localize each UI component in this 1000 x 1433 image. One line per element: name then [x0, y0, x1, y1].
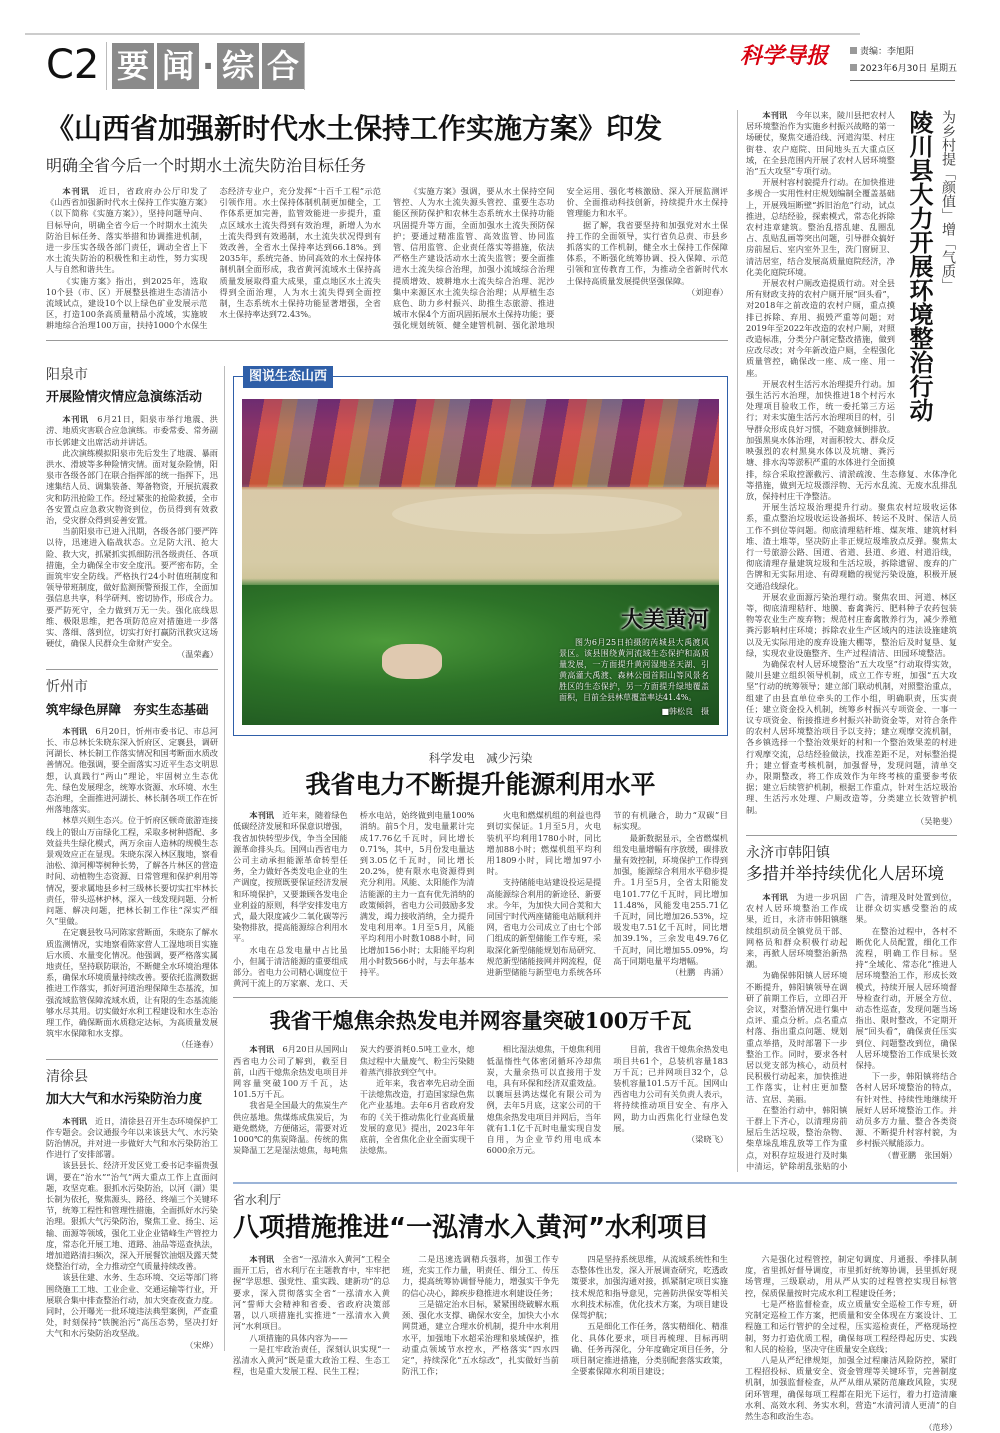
byline: （温荣鑫） [177, 649, 218, 660]
paragraph: 在整治过程中，各村不断优化人员配置，细化工作流程，明确工作目标。坚持“全域化、常态化”推进人居环境整治工作，形成长效模式，持续开展人居环境督导检查行动，开展全方位、动态性巡查，发现问题当场指出、限时整改，不定期开展“回头看”，确保责任压实到位、问题整改到位，确保人居环境整治工作成果长效保持。 [855, 925, 957, 1071]
xinzhou-body [46, 726, 218, 1051]
yangquan-kicker: 阳泉市 [46, 367, 88, 384]
dateline: 本刊讯 [62, 1115, 87, 1126]
paragraph: 开展农业面源污染治理行动。聚焦农田、河道、林区等，彻底清理秸秆、地膜、畜禽粪污、肥料种子农药包装物等农业生产废弃物；规范村庄畜禽散养行为，减少养殖粪污影响村庄环境；拆除农业生产区域内的违法设施建筑以及无实际用途的废弃设施大棚等，整治后及时复垦、复绿，实现农业设施整齐、生产过程清洁、田园环境整洁。 [746, 591, 957, 658]
paragraph: 六是强化过程管控，制定旬调度、月通报、季排队制度，省里抓好督导调度，市里抓好统筹协调，县里抓好现场管理，三级联动，用从严从实的过程管控实现目标管控，保质保量按时完成水利工程建设任务； [745, 1254, 957, 1298]
paragraph: 一是扛牢政治责任，深刻认识实现“一泓清水入黄河”既是重大政治工程、生态工程，也是重大发展工程、民生工程； [233, 1343, 390, 1377]
byline: （宋烨） [185, 1339, 218, 1350]
photo-credit: ■韩松良 摄 [661, 707, 709, 717]
byline: （吴艳斐） [916, 815, 957, 826]
dateline: 本刊讯 [62, 725, 88, 736]
water-kicker: 省水利厅 [233, 1193, 282, 1208]
dateline: 本刊讯 [62, 186, 90, 196]
power-body [233, 810, 728, 989]
section-char: · [202, 47, 215, 85]
page-number: C2 [46, 42, 100, 88]
paragraph: 6月20日，忻州市委书记、市总河长、市总林长朱晓东深入忻府区、定襄县，调研河湖长、林长制工作落实情况和国考断面水质改善情况。他强调，要全面落实习近平生态文明思想，认真践行“两山”理论，牢固树立生态优先、绿色发展理念，统筹水资源、水环境、水生态治理，全面推进河湖长、林长制各项工作在忻州落地落实。 [46, 725, 218, 815]
paragraph: 据了解，我省要坚持和加强党对水土保持工作的全面领导，实行省负总责、市县乡抓落实的工作机制，健全水土保持工作保障体系，不断强化统筹协调、投入保障、示范引领和宣传教育工作，为推动全省新时代水土保持高质量发展提供坚强保障。 [566, 219, 728, 286]
paragraph: 《实施方案》指出，到2025年，选取10个县（市、区）开展整县推进生态清洁小流域试点，建设10个以上绿色矿业发展示范区，打造100条高质量精品小流域，实施坡耕地综合治理100万亩，扶持1000个水保生态经济专业户，充分发挥“十百千工程”示范引领作用。水土保持体制机制更加健全，工作体系更加完善，监管效能进一步提升，重点区域水土流失得到有效治理，新增人为水土流失得到有效遏制，水土流失状况得到有效改善，全省水土保持率达到66.18%。到2035年，系统完备、协同高效的水土保持体制机制全面形成，我省黄河流域水土保持高质量发展取得重大成果，重点地区水土流失得到全面治理，人为水土流失得到全面控制，生态系统水土保持功能显著增强，全省水土保持率达到72.43%。 [46, 186, 381, 331]
section-char: 闻 [157, 43, 199, 89]
section-char: 要 [112, 43, 154, 89]
yangquan-body [46, 414, 218, 660]
paragraph: 开展农村户厕改造提质行动。对全县所有财政支持的农村户厕开展“回头看”，对2018年之前改造的农村户厕，重点摸排已拆除、弃用、损毁严重等问题；对2019年至2022年改造的农村户厕，对照改造标准，分类分户制定整改措施，做到应改尽改；对今年新改造户厕，全程强化质量管控，确保改一座、成一座、用一座。 [746, 278, 895, 378]
paragraph: 《实施方案》强调，要从水土保持空间管控、人为水土流失源头管控、重要生态功能区预防保护和农林生态系统水土保持功能巩固提升等方面，全面加强水土流失预防保护；要通过精准监管、高效监管、协同监管、信用监管、企业责任落实等措施，依法严格生产建设活动水土流失监管；要全面推进水土流失综合治理，加强小流域综合治理提质增效、坡耕地水土流失综合治理、泥沙集中来源区水土流失综合治理；从厚植生态底色、助力乡村振兴、助推生态旅游、推进城市水保4个方面巩固拓展水土保持功能；要强化规划统领、健全建管机制、强化淤地坝安全运用、强化考核激励、深入开展监测评价、全面推动科技创新，持续提升水土保持管理能力和水平。 [393, 186, 728, 331]
paragraph: 开展生活垃圾治理提升行动。聚焦农村垃圾收运体系，重点整治垃圾收运设备损坏、转运不及时、保洁人员工作不到位等问题。彻底清理秸秆堆、煤灰堆、建筑材料堆、渣土堆等，坚决防止非正规垃圾堆放点反弹。聚焦太行一号旅游公路、国道、省道、县道、乡道、村道沿线，彻底清理存量建筑垃圾和生活垃圾，拆除遗留、废弃的广告牌和无实际用途、有碍观瞻的视觉污染设施，积极开展交通沿线绿化。 [746, 502, 957, 591]
left-column [46, 366, 225, 1351]
coke-body [233, 1044, 728, 1156]
lead-body [46, 186, 728, 332]
masthead-info [850, 44, 958, 78]
newspaper-logo: 科学导报 [740, 43, 829, 69]
lingchuan-heading [901, 110, 957, 460]
water-headline: 八项措施推进“一泓清水入黄河”水利项目 [233, 1213, 710, 1244]
paragraph: 八是从严纪律规矩，加强全过程廉洁风险防控，紧盯工程招投标、质量安全、资金管理等关键环节，完善制度机制，加强监督检查，从严从细从紧防范廉政风险，实现闭环管理，确保每项工程都在阳光下运行，着力打造清廉水利、高效水利、务实水利，营造“水清河清人更清”的自然生态和政治生态。 [745, 1354, 957, 1421]
dateline: 本刊讯 [249, 810, 274, 821]
photo-section-label: 图说生态山西 [243, 366, 333, 388]
xinzhou-headline: 筑牢绿色屏障 夯实生态基础 [46, 701, 209, 717]
divider [46, 1059, 218, 1060]
top-rule [25, 33, 860, 35]
page-grid [46, 110, 957, 1433]
qingxu-body [46, 1116, 218, 1351]
paragraph: 相比湿法熄焦，干熄焦利用低温惰性气体密闭循环冷却焦炭，大量余热可以直接用于发电，具有环保和经济双重效益。以襄垣县鸿达煤化有限公司为例，去年5月底，这家公司的干熄焦余热发电项目并网后，当年就有1.1亿千瓦时电量实现自发自用，为企业节约用电成本6000余万元。 [486, 1044, 602, 1156]
photo-title: 大美黄河 [620, 607, 709, 634]
farmland [242, 399, 719, 487]
paragraph: 七是严格监督检查，成立质量安全巡检工作专班，研究制定巡检工作方案，把质量和安全体现在方案设计、工程施工和运行管护的全过程，压实巡检责任，严格现场控制，努力打造优质工程，确保每项工程经得起历史、实践和人民的检验，坚决守住质量安全底线； [745, 1298, 957, 1354]
paragraph: 在定襄县牧马河陈家营断面，朱晓东了解水质监测情况，实地察看陈家营人工湿地项目实施后水质、水量变化情况。他强调，要严格落实属地责任，坚持联防联治，不断健全水环境治理体系，确保水环境质量持续改善。要依托监测数据推进工作落实，抓好河道治理保障生态基流，加强流域监管保障流域水质，让有限的生态基流能够水尽其用。切实做好水利工程建设和水生态治理工作，确保断面水质稳定达标，为高质量发展筑牢水保障和水支撑。 [46, 927, 218, 1039]
right-column [737, 110, 957, 1172]
paragraph: 6月20日从国网山西省电力公司了解到，截至目前，山西干熄焦余热发电项目并网容量突破100万千瓦，达101.5万千瓦。 [233, 1044, 348, 1100]
paragraph: 近日，省政府办公厅印发了《山西省加强新时代水土保持工作实施方案》（以下简称《实施方案》），坚持问题导向、目标导向，明确全省今后一个时期水土流失防治目标任务、落实举措和协调推进机制，进一步压实各级各部门责任，调动全省上下水土流失防治的积极性和主动性，努力实现人与自然和谐共生。 [46, 186, 208, 275]
qingxu-headline: 加大大气和水污染防治力度 [46, 1091, 203, 1107]
paragraph: 当前阳泉市已进入汛期，各级各部门要严阵以待，迅速进入临战状态。立足防大汛、抢大险、救大灾，抓紧抓实抓细防汛各级责任、各项措施，全力确保全市安全度汛。要严密布防，全面筑牢安全防线。严格执行24小时值班制度和领导带班制度，做好监测预警预报工作，全面加强信息共享，科学研判、密切协作，形成合力。要严防死守，全力做到万无一失。强化底线思维、极限思维，把各项防范应对措施进一步落实、落细、落到位，切实打好打赢防汛救灾这场硬仗，确保人民群众生命财产安全。 [46, 526, 218, 649]
sandbar [392, 494, 682, 534]
paragraph: 二是迅速选调精兵强将，加强工作专班，充实工作力量，明责任、细分工、传压力，提高统筹协调督导能力，增强实干争先的信心决心，蹄疾步稳推进水利建设任务； [402, 1254, 559, 1298]
paragraph: 为进一步巩固农村人居环境整治工作成果，近日，永济市韩阳镇继续组织动员全镇党员干部、网格员和群众积极行动起来，再掀人居环境整治新热潮。 [746, 892, 848, 970]
byline: （刘迎春） [687, 286, 728, 297]
paragraph: 火电和燃煤机组的利益也得到切实保证。1月至5月，火电装机平均利用1780小时，同比增加88小时；燃煤机组平均利用1809小时，同比增加97小时。 [486, 810, 602, 877]
section-char: 合 [262, 43, 304, 89]
divider [304, 42, 305, 90]
paragraph: 近年来，我省率先启动全面干法熄焦改造，打造国家绿色焦化产业基地。去年6月省政府发布的《关于推动焦化行业高质量发展的意见》提出，2023年年底前，全省焦化企业全面实现干法熄焦。 [359, 1078, 475, 1156]
byline: （任逢春） [177, 1039, 218, 1050]
paragraph: 6月21日，阳泉市举行地震、洪涝、地质灾害联合应急演练。市委常委、常务副市长郭建文出席活动并讲话。 [46, 414, 218, 447]
water-article [233, 1182, 957, 1433]
paragraph: 开展村容村貌提升行动。在加快推进多规合一实用性村庄规划编制全覆盖基础上，开展残垣断壁“拆旧治危”行动，试点推进，总结经验，探索模式，常态化拆除农村违章建筑。整治乱搭乱建、乱圈乱占、乱贴乱画等突出问题，引导群众搞好房前屋后、室内室外卫生，洗门窗厨卫、清洁居室，结合发展高质量庭院经济，净化美化庭院环境。 [746, 177, 895, 277]
divider [106, 42, 107, 90]
paragraph: 三是锚定治水目标，紧紧围绕破解水瓶颈、强化水支撑、确保水安全，加快大小水网贯通，建立合理水价机制，提升中水利用水平，加强地下水超采治理和泉域保护，推动重点领域节水控水，严格落实“四水四定”，持续深化“五水综改”，扎实做好当前防汛工作； [402, 1298, 559, 1377]
paragraph: 该县县长、经济开发区党工委书记李福贵强调，要在“治水”“治气”两大重点工作上直面问题，攻坚克难。狠抓水污染防治，以河（湖）渠长制为依托，聚焦源头、路径、终端三个关键环节，统筹工程性和管理性措施，全面抓好水污染治理。狠抓大气污染防治，聚焦工业、扬尘、运输、面源等领域，强化工业企业错峰生产管控力度，常态化开展工地、道路、油品等巡查执法，增加道路清扫频次，深入开展餐饮油烟及露天焚烧整治行动，全力推动空气质量持续改善。 [46, 1160, 218, 1272]
xinzhou-kicker: 忻州市 [46, 678, 88, 695]
lingchuan-subtitle: 为乡村提「颜值」增「气质」 [940, 110, 956, 292]
lingchuan-body [746, 110, 957, 827]
paragraph: 为确保韩阳镇人居环境不断提升，韩阳镇领导在调研了前期工作后，立即召开会议，对整治情况进行集中点评、重点分析。点名重点村落、指出重点问题、规划重点举措，及时部署下一步整治工作。同时，要求各村居以党支部为核心，动员村民积极行动起来，加快推进工作落实，让村庄更加整洁、宜居、美丽。 [746, 970, 848, 1104]
section-title [112, 43, 304, 89]
paragraph: 此次演练模拟阳泉市先后发生了地震、暴雨洪水、滑坡等多种险情灾情。面对复杂险情，阳泉市各级各部门在联合指挥部的统一指挥下，迅速集结人员、调集装备、筹备物资，开展抗震救灾和防汛抢险工作。经过紧张的抢险救援，全市各安置点应急救灾物资到位，伤员得到有效救治，受灾群众得到妥善安置。 [46, 447, 218, 526]
paragraph: 近年来，随着绿色低碳经济发展和环保意识增强，我省加快转型步伐，争当全国能源革命排头兵。国网山西省电力公司主动承担能源革命转型任务，全力做好各类发电企业的生产调度，按照既要保证经济发展和环境保护，又要兼顾各发电企业利益的原则，科学安排发电方式，最大限度减少二氧化碳等污染物排放，提高能源综合利用水平。 [233, 810, 348, 944]
water-body-right [745, 1254, 957, 1433]
paragraph: 在整治行动中，韩阳镇干群上下齐心，以清理房前屋后生活垃圾，整治杂物、柴草垛乱堆乱放等工作为重点，对积存垃圾进行及时集中清运，铲除胡乱张贴的小广告，清理及时处置到位，让群众切实感受整治的成果。 [746, 892, 957, 1171]
lead-headline: 《山西省加强新时代水土保持工作实施方案》印发 [46, 112, 663, 145]
dateline: 本刊讯 [249, 1254, 275, 1265]
paragraph: 开展农村生活污水治理提升行动。加强生活污水治理，加快推进18个村污水处理项目验收工作，统一委托第三方运行；对未实施生活污水治理项目的村，引导群众形成良好习惯，不随意倾倒排放。加强黑臭水体治理，对面积较大、群众反映强烈的农村黑臭水体以及坑塘、粪污塘、排水沟等淤积严重的水体进行全面摸排，综合采取控源截污、清淤疏浚、生态修复、水体净化等措施，做到无垃圾漂浮物、无污水乱流、无废水乱排乱放，保持村庄干净整洁。 [746, 378, 957, 501]
paragraph: 五是细化工作任务，落实精细化、精准化、具体化要求，项目再梳理、目标再明确、任务再深化，分年度确定项目任务，分项目制定推进措施，分类别配套落实政策，全要素保障水利项目建设； [571, 1321, 728, 1377]
divider [746, 835, 957, 836]
paragraph: 全省“一泓清水入黄河”工程全面开工后，省水利厅在主题教育中，牢牢把握“学思想、强党性、重实践、建新功”的总要求，深入贯彻落实全省“一泓清水入黄河”誓师大会精神和省委、省政府决策部署，以八项措施扎实推进“一泓清水入黄河”水利项目。 [233, 1254, 390, 1332]
paragraph: 近日，清徐县召开生态环境保护工作专题会。会议通报今年以来该县大气、水污染防治情况，并对进一步做好大气和水污染防治工作进行了安排部署。 [46, 1115, 218, 1160]
paragraph: 下一步，韩阳镇将结合各村人居环境整治的特点，有针对性、持续性地继续开展好人居环境整治工作。并动员多方力量、整合各类资源、不断提升村容村貌，为乡村振兴赋能添力。 [855, 1071, 957, 1149]
divider [233, 997, 728, 998]
section-char: 综 [217, 43, 259, 89]
dateline: 本刊讯 [249, 1044, 275, 1055]
divider [850, 80, 955, 81]
photo-caption-block [559, 606, 709, 717]
byline: （杜鹏 冉涌） [670, 967, 728, 978]
issue-date: 2023年6月30日 [860, 64, 928, 74]
paragraph: 支持储能电站建设投运是提高能源综合利用的新途径、新要求。今年，为加快大同合荚和大同国宁时代两座储能电站顺利并网，省电力公司成立了由七个部门组成的新型储能工作专班，采取深化新型储能规划布局研究、规范新型储能接网并网流程，促进新型储能与新型电力系统各环节的有机融合，助力“双碳”目标实现。 [486, 810, 728, 978]
dateline: 本刊讯 [62, 414, 89, 425]
paragraph: 今年以来，陵川县把农村人居环境整治作为实施乡村振兴战略的第一场硬仗，聚焦交通沿线、河道沟渠、村庄街巷、农户庭院、田间地头五大重点区域，在全县范围内开展了农村人居环境整治“五大攻坚”专项行动。 [746, 110, 895, 177]
paragraph: 该县住建、水务、生态环境、交运等部门将围绕施工工地、工业企业、交通运输等行业，开展联合集中排查整治行动，加大突查夜查力度。同时，公开曝光一批环境违法典型案例，严查重处，时刻保持“铁腕治污”高压态势，坚决打好大气和水污染防治攻坚战。 [46, 1272, 218, 1339]
paragraph: 四是坚持系统思维，从流域系统性和生态整体性出发，深入开展调查研究，吃透政策要求，加强沟通对接，抓紧制定项目实施技术规范和指导意见，完善防洪保安等相关水利技术标准，优化技术方案，为项目建设保驾护航； [571, 1254, 728, 1321]
paragraph: 最新数据显示，全省燃煤机组发电量增幅有序放缓，碳排放量有效控制，环境保护工作得到加强，能源综合利用水平稳步提升。1月至5月，全省太阳能发电101.77亿千瓦时，同比增加11.48%，风能发电255.71亿千瓦时，同比增加26.53%，垃圾发电7.51亿千瓦时，同比增加39.1%，三余发电49.76亿千瓦时，同比增加55.09%，均高于同期电量平均增幅。 [613, 832, 728, 966]
divider [46, 669, 218, 670]
water-body [233, 1254, 728, 1433]
lead-article [46, 110, 728, 341]
lead-subtitle: 明确全省今后一个时期水土流失防治目标任务 [46, 156, 367, 175]
issue-weekday: 星期五 [929, 64, 957, 74]
dateline: 本刊讯 [762, 110, 788, 120]
water-body-grid [233, 1254, 957, 1433]
yongji-headline: 多措并举持续优化人居环境 [746, 864, 944, 883]
paragraph: 八项措施的具体内容为—— [249, 1332, 348, 1343]
photo-frame [233, 376, 728, 736]
dateline: 本刊讯 [762, 892, 789, 902]
clearing [382, 644, 442, 679]
yongji-kicker: 永济市韩阳镇 [746, 845, 830, 861]
power-headline: 我省电力不断提升能源利用水平 [305, 770, 656, 800]
coke-headline: 我省干熄焦余热发电并网容量突破100万千瓦 [269, 1008, 692, 1034]
paragraph: 我省是全国最大的焦炭生产供应基地。焦煤炼成焦炭后，为避免燃烧，方便储运，需要对近1000℃的焦炭降温。传统的焦炭降温工艺是湿法熄焦，每吨焦炭大约要消耗0.5吨工业水，熄焦过程中大量废气、粉尘污染随着蒸汽排放到空气中。 [233, 1044, 475, 1156]
photo-block [233, 366, 728, 736]
paragraph: 为确保农村人居环境整治“五大攻坚”行动取得实效，陵川县建立组织领导机制，成立工作专班，加强“五大攻坚”行动的统筹领导；建立部门联动机制，对照整治重点，组建了由县直单位牵头的工作小组，明确职责，压实责任；建立资金投入机制，统筹乡村振兴专项资金、一事一议专项资金、衔接推进乡村振兴补助资金等，对符合条件的农村人居环境整治项目予以支持；建立观摩交流机制，各乡镇选择一个整治效果好的村和一个整治效果差的村进行观摩交流，总结经验做法，找准差距不足，对标整治提升；建立督查考核机制，加强督导，发现问题，清单交办，限期整改，将工作成效作为年终考核的重要参考依据；建立后续管护机制，根据工作重点，针对生活垃圾治理、生活污水处理、户厕改造等，分类建立长效管护机制。 [746, 658, 957, 815]
yongji-body [746, 892, 957, 1172]
yangquan-headline: 开展险情灾情应急演练活动 [46, 390, 203, 406]
byline: （梁晓飞） [687, 1134, 728, 1145]
paragraph: 林草兴则生态兴。位于忻府区顿奇旅游连接线上的银山万亩绿化工程，采取多树种搭配、多效益共生绿化模式，两万余亩人造林的规模生态景观效应正在显现。朱晓东深入林区腹地，察看油松、漳河柳等树种长势，了解各片林区的营造时间、动植物生态资源、日常管理和保护利用等情况，要求属地县乡村三级林长要切实扛牢林长责任，带头巡林护林，深入一线发现问题、分析问题、解决问题，把林长制工作往“深实严细久”里做。 [46, 815, 218, 927]
byline: （范珍） [924, 1422, 957, 1433]
qingxu-kicker: 清徐县 [46, 1068, 88, 1085]
lingchuan-headline: 陵川县大力开展环境整治行动 [905, 110, 934, 422]
editor-label: 责编：李旭阳 [860, 47, 915, 57]
yellow-river-photo [242, 399, 719, 725]
paragraph: 目前，我省干熄焦余热发电项目共61个，总装机容量183万千瓦；已并网项目32个，总装机容量101.5万千瓦。国网山西省电力公司有关负责人表示，将持续推动项目安全、有序入网，助力山西焦化行业绿色发展。 [613, 1044, 728, 1133]
photo-caption: 图为6月25日拍摄的芮城县大禹渡风景区。该县围绕黄河流域生态保护和高质量发展，一方面提升黄河湿地圣天湖、引黄高灌大禹渡、森林公园首阳山等风景名胜区的生态保护，另一方面提升绿地覆盖面积，目前全县林草覆盖率达41.4%。 [559, 638, 709, 703]
center-column [233, 366, 728, 1156]
byline: （曹亚鹏 张国娟） [883, 1149, 957, 1160]
power-kicker: 科学发电 减少污染 [428, 751, 533, 766]
paragraph: 水电在总发电量中占比虽小，但属于清洁能源的重要组成部分。省电力公司精心调度位于黄河干流上的万家寨、龙口、天桥水电站，始终做到电量100%消纳。前5个月，发电量累计完成17.76亿千瓦时，同比增长0.71%，其中，5月份发电量达到3.05亿千瓦时，同比增长20.2%，使有限水电资源得到充分利用。风能、太阳能作为清洁能源的主力一直有优先消纳的政策倾斜，省电力公司鼓励多发满发，竭力接收消纳，全力提升发电利用率。1月至5月，风能平均利用小时数1088小时，同比增加156小时；太阳能平均利用小时数566小时，与去年基本持平。 [233, 810, 475, 989]
